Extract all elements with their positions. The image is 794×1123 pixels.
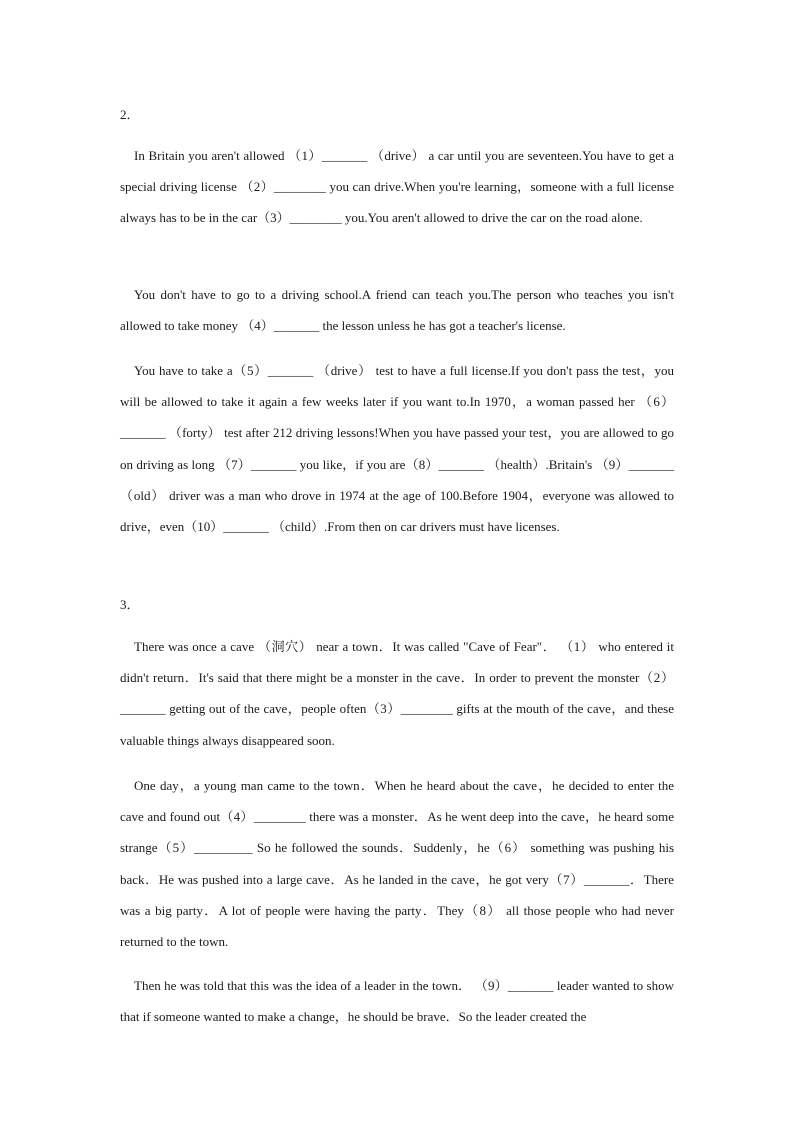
paragraph-2-2 <box>120 279 674 341</box>
paragraph-text: One day，a young man came to the town．When he heard about the cave，he decided to enter the cave and found out（4）________ there was a monster．As he went deep into the cave，he heard some strange（5）_________ So he followed the sounds．Suddenly，he（6） something was pushing his back．He was pushed into a large cave．As he landed in the cave，he got very（7）_______．There was a big party．A lot of people were having the party．They（8） all those people who had never returned to the town. <box>120 778 674 950</box>
paragraph-3-3 <box>120 970 674 1032</box>
paragraph-text: There was once a cave （洞穴） near a town．It was called "Cave of Fear"． （1） who entered it didn't return．It's said that there might be a monster in the cave．In order to prevent the monster（2）_______ getting out of the cave，people often（3）________ gifts at the mouth of the cave，and these valuable things always disappeared soon. <box>120 639 674 748</box>
question-number-2: 2． <box>120 107 140 122</box>
paragraph-text: Then he was told that this was the idea of a leader in the town． （9）_______ leader wanted to show that if someone wanted to make a change，he should be brave．So the leader created the <box>120 978 674 1025</box>
paragraph-2-3 <box>120 355 674 542</box>
paragraph-2-1 <box>120 140 674 234</box>
paragraph-text: You don't have to go to a driving school.A friend can teach you.The person who teaches you isn't allowed to take money （4）_______ the lesson unless he has got a teacher's license. <box>120 287 674 334</box>
question-number-3: 3． <box>120 597 140 612</box>
paragraph-3-1 <box>120 631 674 756</box>
paragraph-text: In Britain you aren't allowed （1）_______ （drive） a car until you are seventeen.You have to get a special driving license （2）________ you can drive.When you're learning，someone with a full license always has to be in the car（3）________ you.You aren't allowed to drive the car on the road alone. <box>120 148 674 226</box>
paragraph-3-2 <box>120 770 674 957</box>
paragraph-text: You have to take a（5）_______ （drive） test to have a full license.If you don't pass the test，you will be allowed to take it again a few weeks later if you want to.In 1970，a woman passed her （6）_______ （forty） test after 212 driving lessons!When you have passed your test，you are allowed to go on driving as long （7）_______ you like，if you are（8）_______ （health）.Britain's （9）_______ （old） driver was a man who drove in 1974 at the age of 100.Before 1904，everyone was allowed to drive，even（10）_______ （child）.From then on car drivers must have licenses. <box>120 363 674 535</box>
